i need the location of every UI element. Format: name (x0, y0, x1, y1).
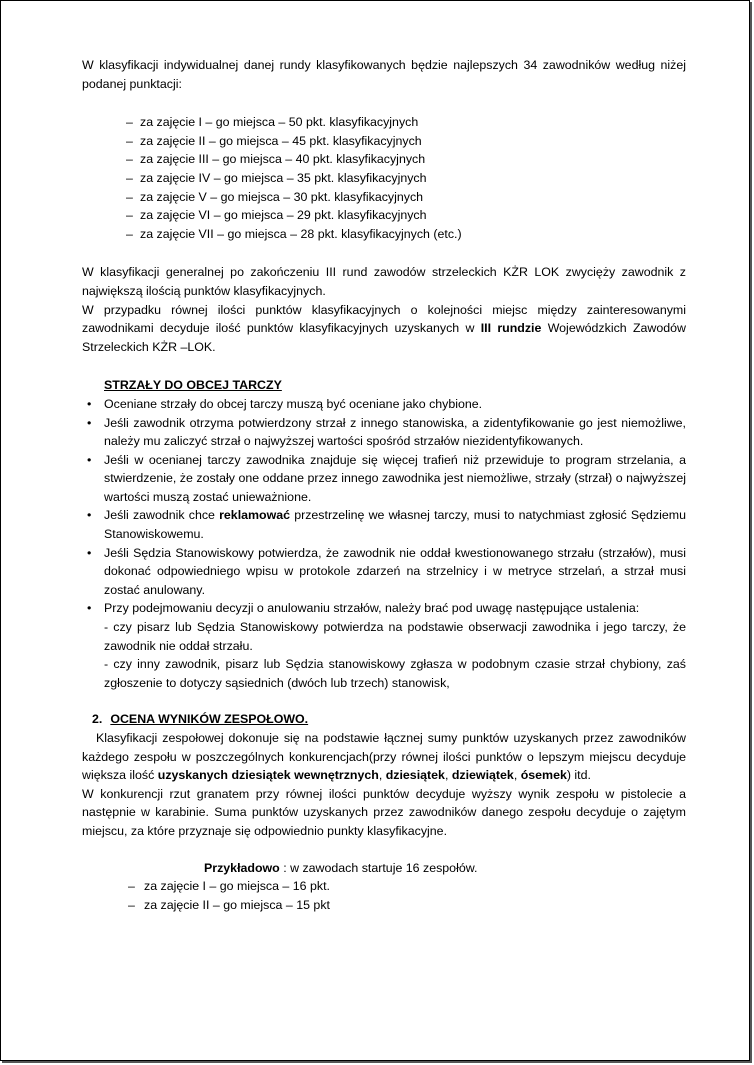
list-item: – za zajęcie V – go miejsca – 30 pkt. klasyfikacyjnych (126, 188, 686, 207)
text-run: : w zawodach startuje 16 zespołów. (279, 860, 478, 875)
sub-item: - czy pisarz lub Sędzia Stanowiskowy potwierdza na podstawie obserwacji zawodnika i jego tarczy, że zawodnik nie oddał strzału. (104, 620, 686, 653)
text-run: przestrzelinę we własnej tarczy, musi to natychmiast zgłosić Sędziemu Stanowiskowemu. (104, 508, 686, 542)
list-item: – za zajęcie VI – go miejsca – 29 pkt. klasyfikacyjnych (126, 206, 686, 225)
bold-text: uzyskanych dziesiątek wewnętrznych (157, 768, 379, 783)
list-item: – za zajęcie II – go miejsca – 45 pkt. klasyfikacyjnych (126, 132, 686, 151)
list-item: – za zajęcie I – go miejsca – 16 pkt. (128, 877, 686, 896)
bold-text: dziewiątek (451, 768, 514, 783)
bullet-icon: • (87, 508, 92, 523)
list-item (82, 506, 686, 543)
text-run: ) itd. (566, 768, 591, 783)
bullet-icon: • (87, 415, 92, 430)
section-number: 2. (92, 712, 103, 727)
text-run: Jeśli zawodnik chce (104, 508, 220, 523)
bold-text: ósemek (520, 768, 567, 783)
text-run: W przypadku równej ilości punktów klasyfikacyjnych o kolejności miejsc między zainteresowanymi zawodnikami decyduje ilość punktów klasyfikacyjnych uzyskanych w (82, 302, 686, 336)
text-run: , (444, 768, 452, 783)
bold-text: III rundzie (480, 321, 542, 336)
intro-paragraph: W klasyfikacji indywidualnej danej rundy klasyfikowanych będzie najlepszych 34 zawodników według niżej podanej punktacji: (82, 58, 686, 91)
shots-bullet-list (82, 395, 686, 693)
list-item: – za zajęcie II – go miejsca – 15 pkt (128, 896, 686, 915)
list-item: – za zajęcie III – go miejsca – 40 pkt. klasyfikacyjnych (126, 150, 686, 169)
list-item (82, 395, 686, 414)
text-run: Wojewódzkich Zawodów Strzeleckich KŻR –LOK. (82, 321, 686, 354)
example-list (82, 877, 686, 914)
list-item: – za zajęcie IV – go miejsca – 35 pkt. klasyfikacyjnych (126, 169, 686, 188)
section-2-heading (92, 710, 686, 729)
list-item (82, 451, 686, 507)
general-paragraph-1: W klasyfikacji generalnej po zakończeniu III rund zawodów strzeleckich KŻR LOK zwycięży zawodnik z największą ilością punktów klasyfikacyjnych. (82, 265, 686, 298)
example-line (82, 859, 686, 878)
section-2-paragraph-1 (82, 729, 686, 785)
sub-item: - czy inny zawodnik, pisarz lub Sędzia stanowiskowy zgłasza w podobnym czasie strzał chybiony, zaś zgłoszenie to dotyczy sąsiednich (dwóch lub trzech) stanowisk, (104, 657, 686, 690)
list-item (82, 414, 686, 451)
bullet-icon: • (87, 396, 92, 411)
list-item: – za zajęcie I – go miejsca – 50 pkt. klasyfikacyjnych (126, 113, 686, 132)
list-item (82, 599, 686, 692)
text-run: Przy podejmowaniu decyzji o anulowaniu strzałów, należy brać pod uwagę następujące ustalenia: (104, 601, 640, 616)
bullet-icon: • (87, 545, 92, 560)
list-item (82, 544, 686, 600)
bold-text: Przykładowo (204, 860, 280, 875)
text-run: Oceniane strzały do obcej tarczy muszą być oceniane jako chybione. (104, 396, 483, 411)
bullet-icon: • (87, 601, 92, 616)
bullet-icon: • (87, 452, 92, 467)
text-run: Klasyfikacji zespołowej dokonuje się na podstawie łącznej sumy punktów uzyskanych przez zawodników każdego zespołu w poszczególnych konkurencjach(przy równej ilości punktów o lepszym miejscu decyduje większa ilość (82, 731, 686, 783)
document-body (82, 56, 686, 914)
text-run: Jeśli zawodnik otrzyma potwierdzony strzał z innego stanowiska, a zidentyfikowanie go jest niemożliwe, należy mu zaliczyć strzał o najwyższej wartości spośród strzałów niezidentyfikowanych. (104, 415, 686, 449)
list-item: – za zajęcie VII – go miejsca – 28 pkt. klasyfikacyjnych (etc.) (126, 225, 686, 244)
bold-text: reklamować (219, 508, 291, 523)
points-list (82, 113, 686, 243)
text-run: Jeśli w ocenianej tarczy zawodnika znajduje się więcej trafień niż przewiduje to program strzelania, a stwierdzenie, że zostały one oddane przez innego zawodnika jest niemożliwe, strzały (strzał) o najwyższej wartości muszą zostać unieważnione. (104, 452, 686, 504)
text-run: Jeśli Sędzia Stanowiskowy potwierdza, że zawodnik nie oddał kwestionowanego strzału (strzałów), musi dokonać odpowiedniego wpisu w protokole zdarzeń na strzelnicy i w metryce strzelań, a strzał musi zostać anulowany. (104, 545, 686, 597)
general-paragraph-2 (82, 301, 686, 357)
section-heading: STRZAŁY DO OBCEJ TARCZY (104, 378, 282, 393)
shots-heading (82, 376, 686, 395)
text-run: , (378, 768, 386, 783)
section-2-paragraph-2: W konkurencji rzut granatem przy równej ilości punktów decyduje wyższy wynik zespołu w pistolecie a następnie w karabinie. Suma punktów uzyskanych przez zawodników danego zespołu decyduje o zajętym miejscu, za które przyznaje się odpowiednio punkty klasyfikacyjne. (82, 786, 686, 838)
bold-text: dziesiątek (385, 768, 445, 783)
text-run: , (513, 768, 521, 783)
section-title: OCENA WYNIKÓW ZESPOŁOWO. (110, 712, 309, 727)
